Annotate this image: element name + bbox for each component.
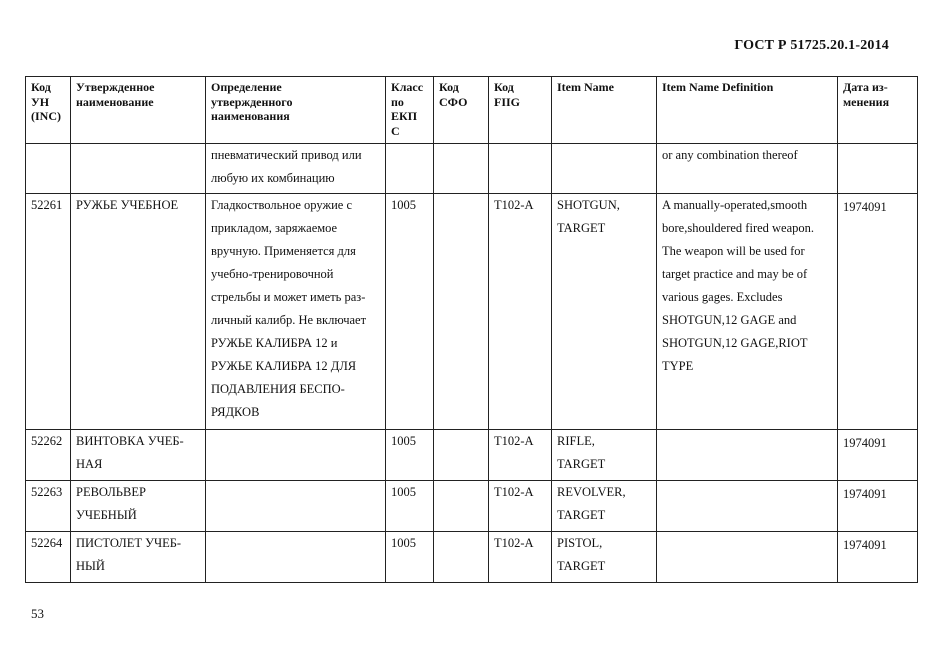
cell-code: 52261 — [26, 194, 71, 430]
cell-date — [838, 144, 918, 194]
cell-code: 52263 — [26, 481, 71, 532]
cell-sfo — [434, 430, 489, 481]
document-code: ГОСТ Р 51725.20.1-2014 — [734, 38, 889, 53]
cell-date: 1974091 — [838, 481, 918, 532]
cell-sfo — [434, 194, 489, 430]
cell-code: 52264 — [26, 532, 71, 583]
header-code: Код УН (INC) — [26, 77, 71, 144]
table-row — [26, 430, 918, 481]
cell-item-definition: or any combination thereof — [657, 144, 838, 194]
cell-class: 1005 — [386, 481, 434, 532]
cell-item-name: RIFLE, TARGET — [552, 430, 657, 481]
cell-fiig: T102-A — [489, 481, 552, 532]
cell-item-definition — [657, 481, 838, 532]
cell-name: ПИСТОЛЕТ УЧЕБ- НЫЙ — [71, 532, 206, 583]
cell-item-name: SHOTGUN, TARGET — [552, 194, 657, 430]
cell-fiig — [489, 144, 552, 194]
cell-date: 1974091 — [838, 194, 918, 430]
cell-item-name: REVOLVER, TARGET — [552, 481, 657, 532]
header-sfo: Код СФО — [434, 77, 489, 144]
table-row — [26, 194, 918, 430]
cell-definition — [206, 481, 386, 532]
cell-name — [71, 144, 206, 194]
table-row — [26, 144, 918, 194]
cell-class: 1005 — [386, 194, 434, 430]
cell-definition: пневматический привод или любую их комбинацию — [206, 144, 386, 194]
cell-sfo — [434, 144, 489, 194]
cell-date: 1974091 — [838, 532, 918, 583]
table-row — [26, 532, 918, 583]
cell-definition — [206, 430, 386, 481]
header-approved-name: Утвержденное наименование — [71, 77, 206, 144]
cell-date: 1974091 — [838, 430, 918, 481]
cell-item-definition — [657, 532, 838, 583]
cell-sfo — [434, 532, 489, 583]
header-change-date: Дата из- менения — [838, 77, 918, 144]
cell-code — [26, 144, 71, 194]
page-number: 53 — [31, 606, 44, 621]
header-class: Класс по ЕКП С — [386, 77, 434, 144]
header-row — [26, 77, 918, 144]
cell-definition — [206, 532, 386, 583]
cell-item-name: PISTOL, TARGET — [552, 532, 657, 583]
header-definition: Определение утвержденного наименования — [206, 77, 386, 144]
cell-item-name — [552, 144, 657, 194]
cell-item-definition: A manually-operated,smooth bore,shouldered fired weapon. The weapon will be used for target practice and may be of various gages. Excludes SHOTGUN,12 GAGE and SHOTGUN,12 GAGE,RIOT TYPE — [657, 194, 838, 430]
cell-item-definition — [657, 430, 838, 481]
header-item-definition: Item Name Definition — [657, 77, 838, 144]
cell-name: РЕВОЛЬВЕР УЧЕБНЫЙ — [71, 481, 206, 532]
cell-fiig: T102-A — [489, 532, 552, 583]
table-row — [26, 481, 918, 532]
cell-fiig: T102-A — [489, 430, 552, 481]
cell-code: 52262 — [26, 430, 71, 481]
cell-name: ВИНТОВКА УЧЕБ- НАЯ — [71, 430, 206, 481]
cell-class: 1005 — [386, 430, 434, 481]
items-table — [25, 76, 918, 583]
cell-sfo — [434, 481, 489, 532]
header-item-name: Item Name — [552, 77, 657, 144]
cell-definition: Гладкоствольное оружие с прикладом, заряжаемое вручную. Применяется для учебно-тренировочной стрельбы и может иметь раз- личный калибр. Не включает РУЖЬЕ КАЛИБРА 12 и РУЖЬЕ КАЛИБРА 12 ДЛЯ ПОДАВЛЕНИЯ БЕСПО- РЯДКОВ — [206, 194, 386, 430]
header-fiig: Код FIIG — [489, 77, 552, 144]
cell-name: РУЖЬЕ УЧЕБНОЕ — [71, 194, 206, 430]
cell-class — [386, 144, 434, 194]
cell-fiig: T102-A — [489, 194, 552, 430]
cell-class: 1005 — [386, 532, 434, 583]
